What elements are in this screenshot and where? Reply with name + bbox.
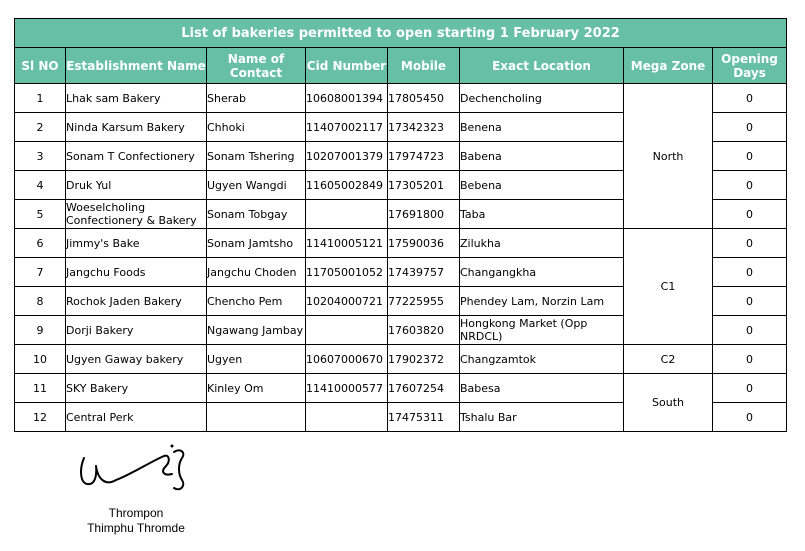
table-row [15,229,787,258]
cell-opening-days: 0 [713,258,787,287]
cell-sl-no: 3 [15,142,66,171]
cell-cid-number: 10207001379 [306,142,388,171]
signatory-title: Thrompon [108,506,164,520]
table-row [15,374,787,403]
cell-sl-no: 12 [15,403,66,432]
cell-location: Tshalu Bar [460,403,624,432]
cell-establishment-name: Jimmy's Bake [66,229,207,258]
cell-cid-number: 11605002849 [306,171,388,200]
cell-mobile: 17439757 [388,258,460,287]
signatory-office: Thimphu Thromde [87,521,185,535]
cell-sl-no: 1 [15,84,66,113]
header-name-of-contact: Name of Contact [207,48,306,84]
cell-mobile: 17603820 [388,316,460,345]
cell-location: Bebena [460,171,624,200]
header-mobile: Mobile [388,48,460,84]
cell-contact-name: Kinley Om [207,374,306,403]
cell-cid-number: 11705001052 [306,258,388,287]
cell-sl-no: 2 [15,113,66,142]
cell-opening-days: 0 [713,84,787,113]
table-title-row [15,19,787,48]
cell-location: Changangkha [460,258,624,287]
cell-mega-zone-north: North [624,84,713,229]
cell-location: Dechencholing [460,84,624,113]
header-exact-location: Exact Location [460,48,624,84]
cell-establishment-name: Jangchu Foods [66,258,207,287]
cell-establishment-name: Druk Yul [66,171,207,200]
header-opening-days: Opening Days [713,48,787,84]
cell-mobile: 17974723 [388,142,460,171]
cell-location: Hongkong Market (Opp NRDCL) [460,316,624,345]
cell-cid-number [306,200,388,229]
cell-location: Benena [460,113,624,142]
header-mega-zone: Mega Zone [624,48,713,84]
cell-sl-no: 9 [15,316,66,345]
cell-contact-name: Sherab [207,84,306,113]
cell-mobile: 17590036 [388,229,460,258]
cell-opening-days: 0 [713,374,787,403]
cell-mobile: 17475311 [388,403,460,432]
cell-location: Taba [460,200,624,229]
cell-cid-number: 10608001394 [306,84,388,113]
cell-sl-no: 6 [15,229,66,258]
cell-establishment-name: Ugyen Gaway bakery [66,345,207,374]
cell-establishment-name: Dorji Bakery [66,316,207,345]
cell-mobile: 17902372 [388,345,460,374]
cell-establishment-name: Rochok Jaden Bakery [66,287,207,316]
cell-opening-days: 0 [713,229,787,258]
cell-contact-name: Sonam Jamtsho [207,229,306,258]
cell-cid-number: 11410000577 [306,374,388,403]
cell-opening-days: 0 [713,171,787,200]
cell-cid-number [306,403,388,432]
cell-location: Babena [460,142,624,171]
cell-cid-number [306,316,388,345]
cell-mega-zone-c2: C2 [624,345,713,374]
cell-contact-name: Ngawang Jambay [207,316,306,345]
header-sl-no: Sl NO [15,48,66,84]
cell-opening-days: 0 [713,403,787,432]
cell-cid-number: 10204000721 [306,287,388,316]
cell-mobile: 17305201 [388,171,460,200]
cell-location: Changzamtok [460,345,624,374]
cell-sl-no: 8 [15,287,66,316]
signatory-block [84,506,188,536]
cell-cid-number: 11410005121 [306,229,388,258]
cell-opening-days: 0 [713,287,787,316]
cell-contact-name: Ugyen [207,345,306,374]
cell-mega-zone-c1: C1 [624,229,713,345]
cell-contact-name: Sonam Tshering [207,142,306,171]
cell-sl-no: 7 [15,258,66,287]
cell-location: Babesa [460,374,624,403]
cell-sl-no: 11 [15,374,66,403]
cell-contact-name [207,403,306,432]
table-title: List of bakeries permitted to open starting 1 February 2022 [15,19,787,48]
cell-sl-no: 4 [15,171,66,200]
header-establishment-name: Establishment Name [66,48,207,84]
cell-establishment-name: Central Perk [66,403,207,432]
cell-establishment-name: Lhak sam Bakery [66,84,207,113]
cell-opening-days: 0 [713,142,787,171]
cell-location: Zilukha [460,229,624,258]
cell-mobile: 17607254 [388,374,460,403]
cell-establishment-name: Woeselcholing Confectionery & Bakery [66,200,207,229]
cell-mobile: 17805450 [388,84,460,113]
cell-establishment-name: Sonam T Confectionery [66,142,207,171]
cell-contact-name: Ugyen Wangdi [207,171,306,200]
cell-mobile: 17342323 [388,113,460,142]
header-cid-number: Cid Number [306,48,388,84]
cell-contact-name: Jangchu Choden [207,258,306,287]
cell-sl-no: 10 [15,345,66,374]
cell-location: Phendey Lam, Norzin Lam [460,287,624,316]
cell-establishment-name: SKY Bakery [66,374,207,403]
table-header-row [15,48,787,84]
table-row [15,84,787,113]
signature-mark [74,440,192,498]
cell-mobile: 77225955 [388,287,460,316]
table-row [15,345,787,374]
cell-opening-days: 0 [713,316,787,345]
cell-opening-days: 0 [713,200,787,229]
cell-mobile: 17691800 [388,200,460,229]
bakery-list-table [14,18,787,432]
cell-sl-no: 5 [15,200,66,229]
cell-establishment-name: Ninda Karsum Bakery [66,113,207,142]
cell-cid-number: 11407002117 [306,113,388,142]
cell-contact-name: Chhoki [207,113,306,142]
cell-opening-days: 0 [713,113,787,142]
cell-contact-name: Sonam Tobgay [207,200,306,229]
cell-opening-days: 0 [713,345,787,374]
cell-mega-zone-south: South [624,374,713,432]
cell-cid-number: 10607000670 [306,345,388,374]
cell-contact-name: Chencho Pem [207,287,306,316]
